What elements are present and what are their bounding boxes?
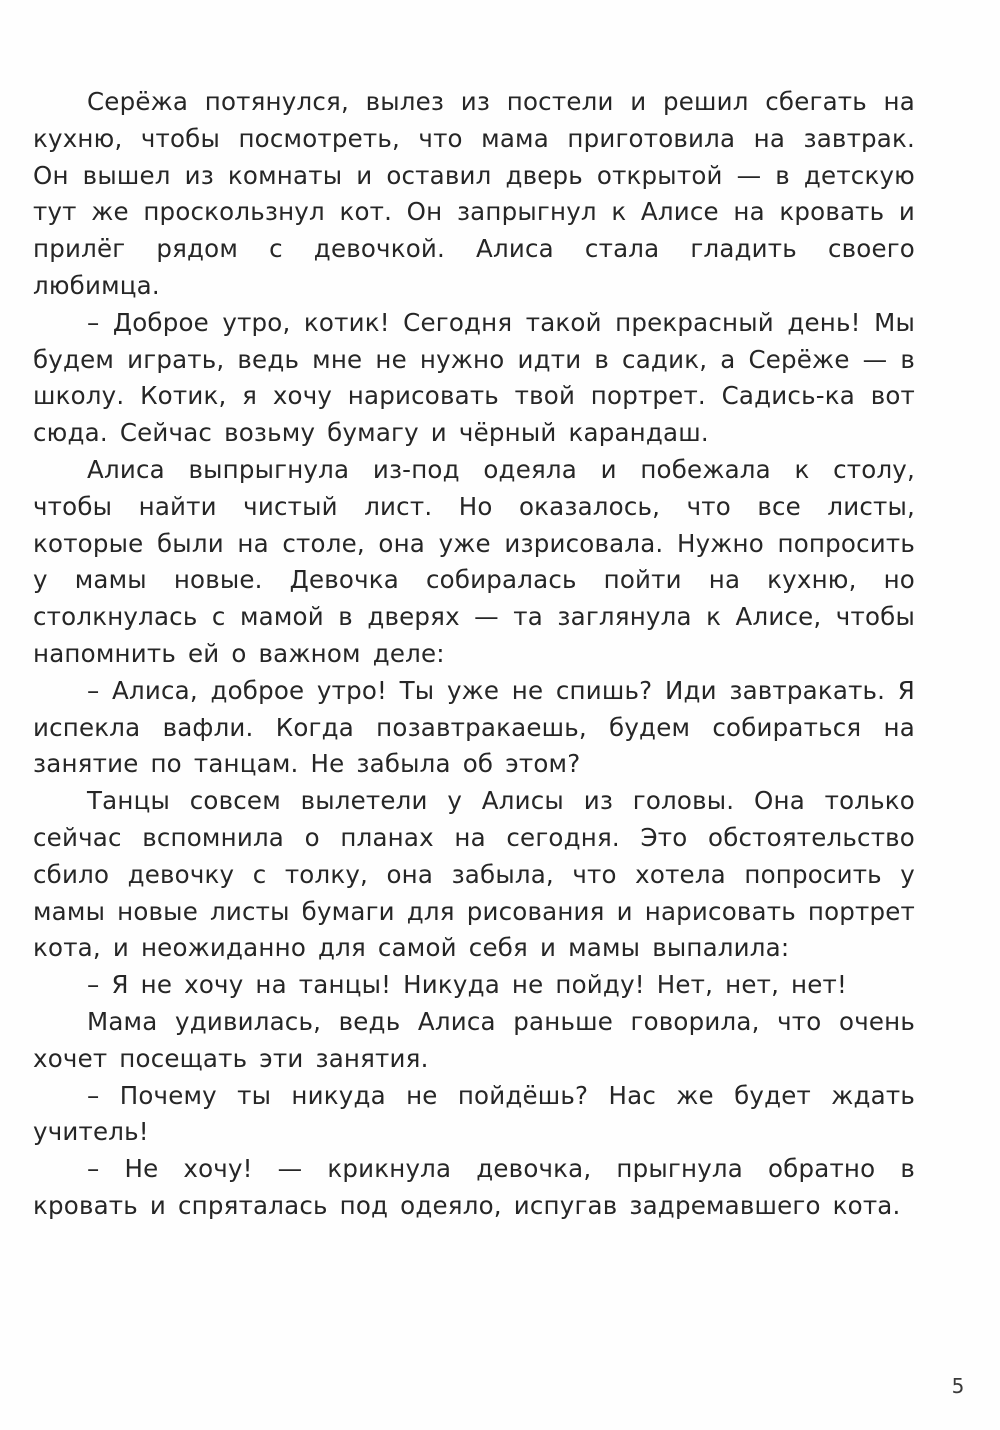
story-text (33, 84, 915, 1225)
paragraph-9: – Не хочу! — крикнула девочка, прыгнула обратно в кровать и спряталась под одеяло, испугав задремавшего кота. (33, 1154, 915, 1220)
page-number: 5 (951, 1374, 965, 1398)
paragraph-8: – Почему ты никуда не пойдёшь? Нас же будет ждать учитель! (33, 1080, 915, 1147)
paragraph-6: – Я не хочу на танцы! Никуда не пойду! Нет, нет, нет! (87, 970, 848, 1000)
paragraph-7: Мама удивилась, ведь Алиса раньше говорила, что очень хочет посещать эти занятия. (33, 1006, 915, 1073)
paragraph-5: Танцы совсем вылетели у Алисы из головы. Она только сейчас вспомнила о планах на сегодня. Это обстоятельство сбило девочку с толку, она забыла, что хотела попросить у мамы новые листы бумаги для рисования и нарисовать портрет кота, и неожиданно для самой себя и мамы выпалила: (33, 786, 915, 963)
paragraph-1: Серёжа потянулся, вылез из постели и решил сбегать на кухню, чтобы посмотреть, что мама приготовила на завтрак. Он вышел из комнаты и оставил дверь открытой — в детскую тут же проскользнул кот. Он запрыгнул к Алисе на кровать и прилёг рядом с девочкой. Алиса стала гладить своего любимца. (33, 87, 915, 300)
paragraph-3: Алиса выпрыгнула из-под одеяла и побежала к столу, чтобы найти чистый лист. Но оказалось, что все листы, которые были на столе, она уже изрисовала. Нужно попросить у мамы новые. Девочка собиралась пойти на кухню, но столкнулась с мамой в дверях — та заглянула к Алисе, чтобы напомнить ей о важном деле: (33, 454, 915, 668)
paragraph-2: – Доброе утро, котик! Сегодня такой прекрасный день! Мы будем играть, ведь мне не нужно идти в садик, а Серёже — в школу. Котик, я хочу нарисовать твой портрет. Садись-ка вот сюда. Сейчас возьму бумагу и чёрный карандаш. (33, 307, 915, 448)
paragraph-4: – Алиса, доброе утро! Ты уже не спишь? Иди завтракать. Я испекла вафли. Когда позавтракаешь, будем собираться на занятие по танцам. Не забыла об этом? (33, 675, 915, 779)
